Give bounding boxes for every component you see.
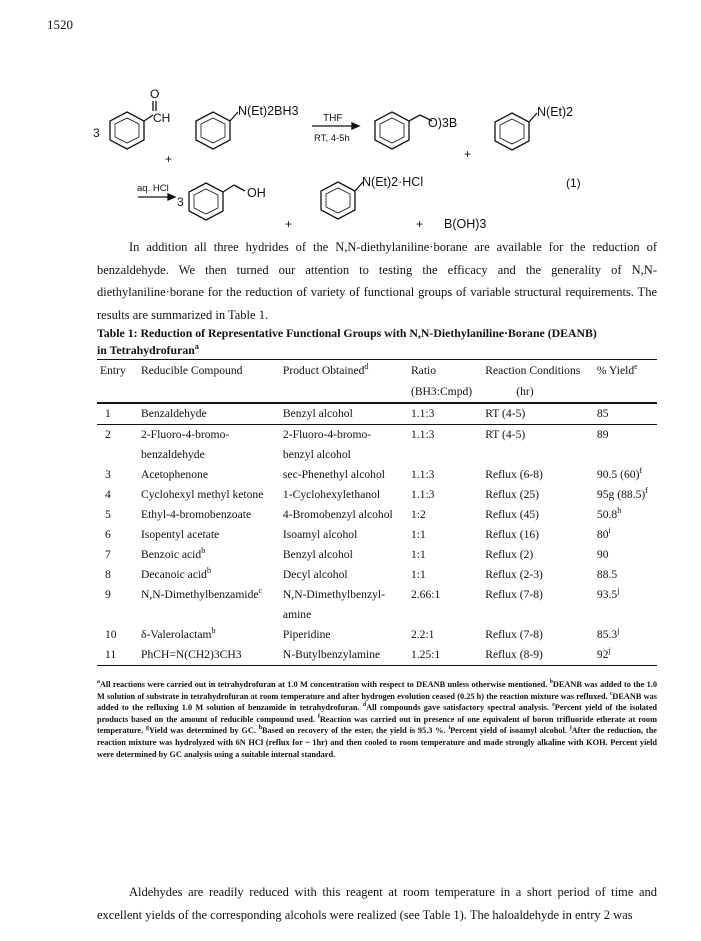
table-row — [97, 425, 657, 446]
cell-conditions: Reflux (25) — [485, 488, 540, 501]
table-caption: Table 1: Reduction of Representative Functional Groups with N,N-Diethylaniline·Borane (DEANB) in Tetrahydrofuran$^a$ — [97, 326, 597, 357]
cell-entry: 6 — [105, 528, 111, 541]
cell-ratio: 1:2 — [410, 508, 426, 521]
header-ratio-sub: (BH3:Cmpd) — [408, 381, 482, 403]
closing-paragraph: Aldehydes are readily reduced with this reagent at room temperature in a short period of time and excellent yields of the corresponding alcohols were realized (see Table 1). The haloaldehyde in entry 2 was — [97, 885, 657, 922]
cell-product: Benzyl alcohol — [282, 548, 353, 561]
cell-compound: N,N-Dimethylbenzamide$^c$ — [141, 586, 263, 601]
cell-product: Isoamyl alcohol — [282, 528, 358, 541]
diethylaniline-label: N(Et)2 — [537, 105, 574, 119]
cell-conditions: Reflux (16) — [485, 528, 540, 541]
solvent-label: THF — [323, 113, 343, 124]
cell-entry: 7 — [105, 548, 111, 561]
plus-sign: + — [464, 147, 472, 161]
cell-conditions: Reflux (7-8) — [485, 628, 543, 641]
cell-yield: 85.3$^j$ — [596, 626, 620, 641]
cell-entry: 9 — [105, 588, 111, 601]
aniline-borane-label: N(Et)2BH3 — [238, 104, 299, 118]
header-yield: % Yield$^e$ — [594, 360, 657, 382]
cell-product: 2-Fluoro-4-bromo- — [282, 428, 372, 441]
cell-conditions: Reflux (7-8) — [485, 588, 543, 601]
cell-yield — [594, 605, 657, 625]
cell-product: Piperidine — [282, 628, 331, 641]
boric-acid-label: B(OH)3 — [444, 217, 487, 231]
cell-ratio: 1.1:3 — [410, 468, 435, 481]
aniline-hydrochloride-label: N(Et)2·HCl — [362, 175, 424, 189]
table-body — [97, 403, 657, 666]
cell-conditions: Reflux (2) — [485, 548, 534, 561]
table-row — [97, 645, 657, 666]
cell-yield: 85 — [594, 403, 657, 425]
cell-compound: 2-Fluoro-4-bromo- — [141, 428, 230, 441]
table-row — [97, 625, 657, 645]
cell-conditions: Reflux (45) — [485, 508, 540, 521]
cell-compound: Ethyl-4-bromobenzoate — [141, 508, 252, 521]
page-number: 1520 — [47, 17, 73, 32]
cell-compound: δ-Valerolactam$^b$ — [141, 626, 216, 641]
cell-ratio — [408, 605, 482, 625]
header-compound: Reducible Compound — [138, 360, 280, 382]
table-row — [97, 565, 657, 585]
cell-compound: benzaldehyde — [141, 448, 205, 461]
table-row — [97, 605, 657, 625]
cell-yield: 80$^i$ — [596, 526, 611, 541]
table-row — [97, 485, 657, 505]
cell-compound: Decanoic acid$^b$ — [141, 566, 212, 581]
plus-sign: + — [285, 217, 293, 231]
header-conditions-sub: (hr) — [482, 381, 594, 403]
cell-product: 1-Cyclohexylethanol — [282, 488, 381, 501]
header-entry: Entry — [97, 360, 138, 382]
cell-product: sec-Phenethyl alcohol — [282, 468, 385, 481]
cell-entry: 2 — [105, 428, 111, 441]
cell-yield: 50.8$^h$ — [596, 506, 622, 521]
cell-yield: 90.5 $(60)^f$ — [596, 466, 643, 481]
cell-yield — [594, 445, 657, 465]
cell-ratio: 2.66:1 — [410, 588, 441, 601]
cell-product: amine — [282, 608, 312, 621]
cell-ratio — [408, 445, 482, 465]
cell-conditions: RT (4-5) — [485, 428, 526, 441]
cell-entry: 5 — [105, 508, 111, 521]
cell-conditions: Reflux (8-9) — [482, 645, 594, 666]
borate-label: O)3B — [428, 116, 458, 130]
table-row — [97, 445, 657, 465]
cell-compound: Acetophenone — [141, 468, 208, 481]
cell-compound — [138, 605, 280, 625]
cell-yield: 88.5 — [596, 568, 618, 581]
cell-conditions: Reflux (6-8) — [485, 468, 543, 481]
hydroxyl-label: OH — [247, 186, 266, 200]
table-row — [97, 403, 657, 425]
cell-yield: 89 — [596, 428, 609, 441]
cell-entry: 1 — [97, 403, 138, 425]
cell-product: Benzyl alcohol — [280, 403, 408, 425]
cell-conditions: RT (4-5) — [482, 403, 594, 425]
cell-yield: 92$^j$ — [594, 645, 657, 666]
cell-ratio: 1:1 — [410, 548, 426, 561]
cell-compound: Benzoic acid$^b$ — [141, 546, 206, 561]
intro-paragraph-text: In addition all three hydrides of the N,N-diethylaniline·borane are available for the reduction of benzaldehyde. We then turned our attention to testing the efficacy and the generality of N,N- diethylaniline·borane for the reduction of variety of functional groups of variable structural requirements. The results are summarized in Table 1. — [97, 240, 657, 322]
conditions-label: RT, 4-5h — [314, 133, 350, 144]
cell-yield: 93.5$^j$ — [596, 586, 620, 601]
cell-compound: Cyclohexyl methyl ketone — [141, 488, 264, 501]
cell-entry — [97, 445, 138, 465]
cell-product: benzyl alcohol — [282, 448, 351, 461]
table-row — [97, 525, 657, 545]
cell-ratio: 1.25:1 — [408, 645, 482, 666]
equation-number: (1) — [566, 176, 581, 190]
cell-entry: 4 — [105, 488, 111, 501]
table-row — [97, 505, 657, 525]
cell-ratio: 1:1 — [410, 568, 426, 581]
results-table — [97, 359, 657, 666]
cell-ratio: 1:1 — [410, 528, 426, 541]
cell-conditions — [482, 605, 594, 625]
cell-compound: PhCH=N(CH2)3CH3 — [138, 645, 280, 666]
header-product: Product Obtained$^d$ — [280, 360, 408, 382]
cell-ratio: 1.1:3 — [408, 403, 482, 425]
header-ratio: Ratio — [408, 360, 482, 382]
product3-coefficient: 3 — [177, 195, 184, 209]
plus-sign: + — [165, 152, 173, 166]
table-footnotes: $^a$All reactions were carried out in tetrahydrofuran at 1.0 M concentration with respect to DEANB unless otherwise mentioned. $^b$DEANB was added to the 1.0 M solution of substrate in tetrahydrofuran at room temperature and after hydrogen evolution ceased (0.25 h) the reaction mixture was refluxed. $^c$DEANB was added to the refluxing 1.0 M solution of benzamide in tetrahydrofuran. $^d$All compounds gave satisfactory spectral analysis. $^e$Percent yield of the isolated products based on the amount of reducible compound used. $^f$Reaction was carried out in presence of one equivalent of boron trifluoride etherate at room temperature. $^g$Yield was determined by GC. $^h$Based on recovery of the ester, the yield is 95.3 %. $^i$Percent yield of isoamyl alcohol. $^j$After the reduction, the reaction mixture was hydrolyzed with 6N HCl (reflux for ~ 1hr) and then cooled to room temperature and made strongly alkaline with KOH. Percent yield were determined by GC analysis using a suitable internal standard. — [97, 679, 657, 759]
cell-conditions — [482, 445, 594, 465]
aldehyde-ch-label: CH — [153, 111, 171, 125]
cell-yield: 90 — [596, 548, 609, 561]
cell-compound: Benzaldehyde — [138, 403, 280, 425]
header-conditions: Reaction Conditions — [482, 360, 594, 382]
cell-product: N-Butylbenzylamine — [280, 645, 408, 666]
cell-product: 4-Bromobenzyl alcohol — [282, 508, 393, 521]
cell-entry — [97, 605, 138, 625]
cell-product: Decyl alcohol — [282, 568, 348, 581]
cell-ratio: 2.2:1 — [410, 628, 435, 641]
cell-entry: 3 — [105, 468, 111, 481]
table-row — [97, 545, 657, 565]
cell-entry: 10 — [105, 628, 117, 641]
reaction-scheme — [0, 85, 701, 235]
cell-conditions: Reflux (2-3) — [485, 568, 543, 581]
cell-ratio: 1.1:3 — [410, 428, 435, 441]
cell-product: N,N-Dimethylbenzyl- — [282, 588, 385, 601]
table-row — [97, 465, 657, 485]
cell-compound: Isopentyl acetate — [141, 528, 220, 541]
reaction-scheme-drawing — [0, 85, 701, 235]
reactant1-coefficient: 3 — [93, 126, 100, 140]
cell-ratio: 1.1:3 — [410, 488, 435, 501]
workup-reagent-label: aq. HCl — [137, 183, 169, 194]
carbonyl-oxygen-label: O — [150, 87, 160, 101]
cell-entry: 11 — [97, 645, 138, 666]
intro-paragraph — [97, 236, 657, 326]
table-row — [97, 585, 657, 605]
cell-entry: 8 — [105, 568, 111, 581]
cell-yield: 95g $(88.5)^f$ — [596, 486, 648, 501]
plus-sign: + — [416, 217, 424, 231]
